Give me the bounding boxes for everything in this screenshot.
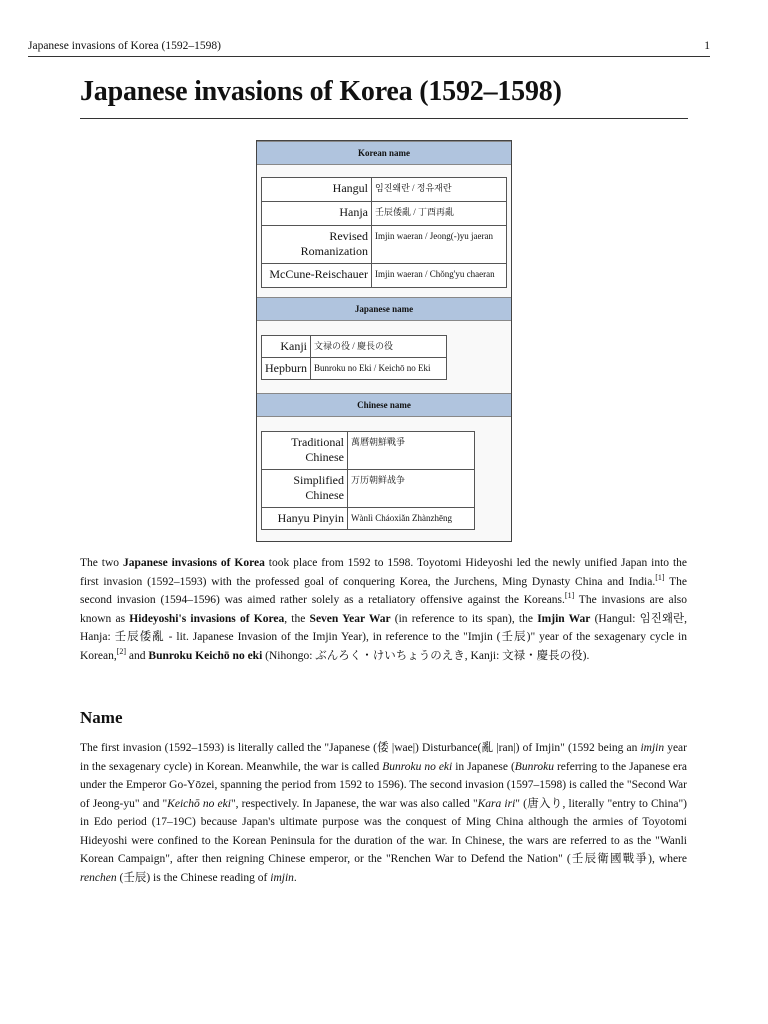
text-run: (Hangul: 임진왜란, Hanja: 壬辰倭亂 - lit. Japanese Invasion of the Imjin Year), in reference to the "Imjin (壬辰)" year of the sexagenary cycle in Korean, [80, 612, 687, 662]
text-run: (in reference to its span), the [390, 612, 538, 625]
korean-label: Hanja [262, 202, 372, 226]
chinese-label: Simplified Chinese [262, 470, 348, 508]
text-run: The two [80, 557, 123, 569]
chinese-row-simplified [262, 470, 475, 508]
italic-term: renchen [80, 871, 117, 884]
italic-term: Kara iri [477, 797, 516, 810]
japanese-name-table [261, 335, 447, 380]
intro-text [80, 554, 687, 665]
citation-ref[interactable]: [1] [564, 591, 575, 601]
japanese-label: Kanji [262, 336, 311, 358]
intro-paragraph [80, 554, 687, 665]
name-text [80, 739, 687, 887]
infobox-korean-header: Korean name [257, 141, 511, 165]
text-run: and [126, 649, 149, 662]
chinese-value: 万历朝鲜战争 [348, 470, 475, 508]
text-run: The second invasion (1594–1596) was aimed rather solely as a retaliatory offensive against the Koreans. [80, 575, 687, 606]
name-paragraph [80, 739, 687, 887]
italic-term: Keichō no eki [167, 797, 231, 810]
bold-term: Seven Year War [309, 612, 391, 625]
chinese-row-traditional [262, 432, 475, 470]
chinese-name-table [261, 431, 475, 530]
bold-term: Imjin War [537, 612, 591, 625]
text-run: in Japanese ( [452, 760, 515, 773]
infobox-chinese-header: Chinese name [257, 393, 511, 417]
japanese-value: 文禄の役 / 慶長の役 [311, 336, 447, 358]
korean-value: Imjin waeran / Chŏng'yu chaeran [372, 264, 507, 288]
text-run: referring to the Japanese era under the Emperor Go-Yōzei, spanning the period from 1592 to 1596). The second invasion (1597–1598) is called the "Second War of Jeong-yu" and " [80, 760, 687, 810]
korean-row-hangul [262, 178, 507, 202]
running-header-title: Japanese invasions of Korea (1592–1598) [28, 40, 221, 52]
text-run: took place from 1592 to 1598. Toyotomi Hideyoshi led the newly unified Japan into the first invasion (1592–1593) with the professed goal of conquering Korea, the Jurchens, Ming Dynasty China and India. [80, 557, 687, 588]
korean-name-table [261, 177, 507, 288]
bold-term: Bunroku Keichō no eki [148, 649, 263, 662]
text-run: (壬辰) is the Chinese reading of [116, 871, 271, 884]
italic-term: imjin [270, 871, 294, 884]
text-run: ", respectively. In Japanese, the war was also called " [230, 797, 478, 810]
text-run: The invasions are also known as [80, 594, 687, 625]
text-run: (Nihongo: ぶんろく・けいちょうのえき, Kanji: 文禄・慶長の役). [262, 649, 590, 662]
korean-label: McCune-Reischauer [262, 264, 372, 288]
bold-term: Hideyoshi's invasions of Korea [129, 612, 285, 625]
korean-row-mccune-reischauer [262, 264, 507, 288]
title-underline [80, 118, 688, 119]
chinese-label: Hanyu Pinyin [262, 508, 348, 530]
text-run: . [293, 871, 297, 884]
citation-ref[interactable]: [2] [116, 646, 127, 656]
chinese-label: Traditional Chinese [262, 432, 348, 470]
section-heading-name: Name [80, 708, 123, 727]
text-run: year in the sexagenary cycle) in Korean. Meanwhile, the war is called [80, 742, 687, 773]
running-header [28, 38, 710, 57]
italic-term: Bunroku no eki [382, 760, 453, 773]
chinese-value: Wànlì Cháoxiǎn Zhànzhēng [348, 508, 475, 530]
italic-term: imjin [640, 742, 665, 754]
chinese-value: 萬曆朝鮮戰爭 [348, 432, 475, 470]
japanese-row-kanji [262, 336, 447, 358]
japanese-value: Bunroku no Eki / Keichō no Eki [311, 358, 447, 380]
japanese-row-hepburn [262, 358, 447, 380]
text-run: The first invasion (1592–1593) is literally called the "Japanese (倭 |wae|) Disturbance(亂 |ran|) of Imjin" (1592 being an [80, 742, 641, 754]
infobox [256, 140, 512, 542]
page-title: Japanese invasions of Korea (1592–1598) [80, 76, 562, 107]
bold-term: Japanese invasions of Korea [122, 557, 265, 569]
korean-value: 壬辰倭亂 / 丁酉再亂 [372, 202, 507, 226]
text-run: , the [284, 612, 310, 625]
korean-row-hanja [262, 202, 507, 226]
korean-value: 임진왜란 / 정유재란 [372, 178, 507, 202]
korean-value: Imjin waeran / Jeong(-)yu jaeran [372, 226, 507, 264]
text-run: " (唐入り, literally "entry to China") in Edo period (17–19C) because Japan's ultimate purpose was the conquest of Ming China although the armies of Toyotomi Hideyoshi were confined to the Korean Peninsula for the duration of the war. In Chinese, the wars are referred to as the "Wanli Korean Campaign", after then reigning Chinese emperor, or the "Renchen War to Defend the Nation" (壬辰衛國戰爭), where [80, 797, 687, 865]
italic-term: Bunroku [514, 760, 554, 773]
korean-label: Hangul [262, 178, 372, 202]
chinese-row-pinyin [262, 508, 475, 530]
japanese-label: Hepburn [262, 358, 311, 380]
korean-row-revised-romanization [262, 226, 507, 264]
korean-label: Revised Romanization [262, 226, 372, 264]
infobox-japanese-header: Japanese name [257, 297, 511, 321]
citation-ref[interactable]: [1] [655, 572, 665, 582]
page-number: 1 [704, 40, 710, 52]
